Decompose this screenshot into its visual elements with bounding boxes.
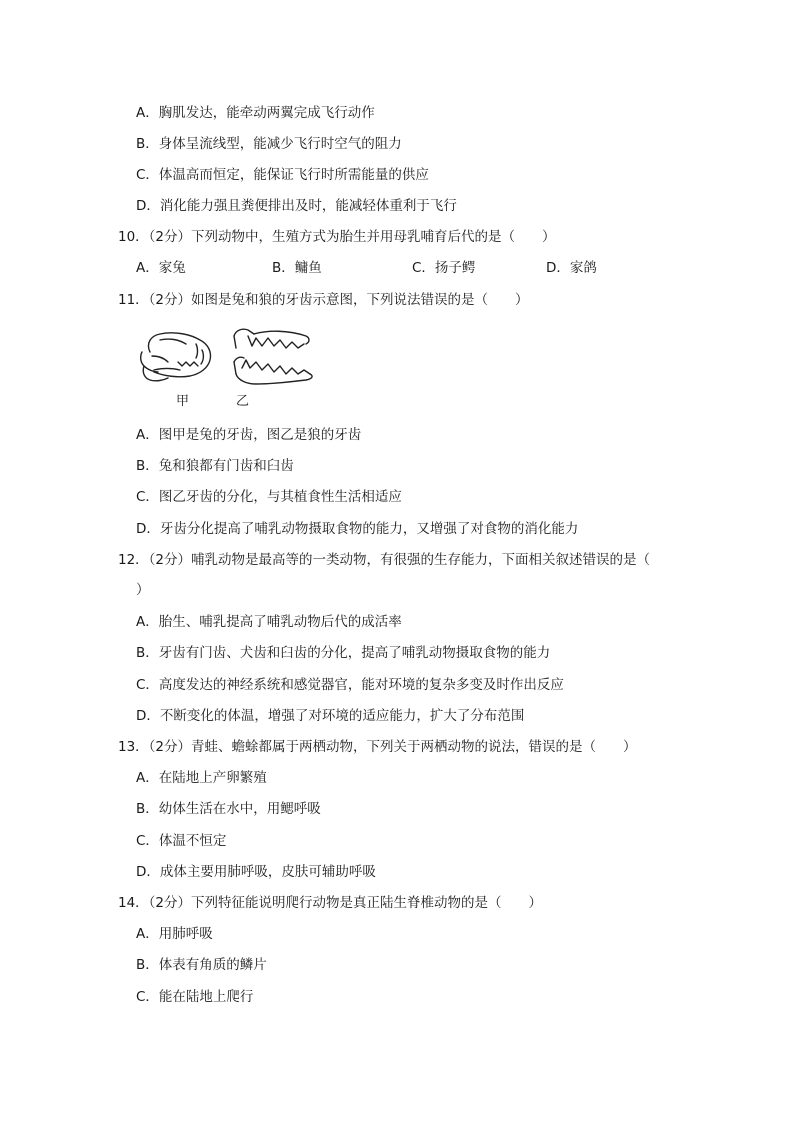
figure-label-yi: 乙: [236, 394, 250, 409]
q12-option-b: B．牙齿有门齿、犬齿和臼齿的分化，提高了哺乳动物摄取食物的能力: [136, 645, 551, 661]
q12-option-c: C．高度发达的神经系统和感觉器官，能对环境的复杂多变及时作出反应: [136, 677, 564, 693]
q10-option-c: C．扬子鳄: [412, 260, 476, 276]
q11-option-d: D．牙齿分化提高了哺乳动物摄取食物的能力，又增强了对食物的消化能力: [136, 521, 579, 537]
q12-option-a: A．胎生、哺乳提高了哺乳动物后代的成活率: [136, 614, 402, 630]
q13-option-b: B．幼体生活在水中，用鳃呼吸: [136, 801, 321, 817]
q10-options: [136, 258, 616, 278]
teeth-drawing: [138, 322, 328, 392]
q10-option-d: D．家鸽: [546, 260, 597, 276]
q10-stem: 10．（2分）下列动物中，生殖方式为胎生并用母乳哺育后代的是（ ）: [118, 229, 556, 245]
q13-option-a: A．在陆地上产卵繁殖: [136, 770, 267, 786]
q11-option-a: A．图甲是兔的牙齿，图乙是狼的牙齿: [136, 427, 362, 443]
q11-option-c: C．图乙牙齿的分化，与其植食性生活相适应: [136, 489, 402, 505]
teeth-figure: [138, 322, 328, 414]
rabbit-skull-drawing: [141, 333, 211, 381]
q9-option-a: A．胸肌发达，能牵动两翼完成飞行动作: [136, 105, 375, 121]
q12-option-d: D．不断变化的体温，增强了对环境的适应能力，扩大了分布范围: [136, 708, 525, 724]
q11-stem: 11．（2分）如图是兔和狼的牙齿示意图，下列说法错误的是（ ）: [118, 292, 529, 308]
wolf-jaws-drawing: [234, 329, 312, 384]
q11-option-b: B．兔和狼都有门齿和臼齿: [136, 458, 294, 474]
q14-stem: 14．（2分）下列特征能说明爬行动物是真正陆生脊椎动物的是（ ）: [118, 895, 543, 911]
q14-option-b: B．体表有角质的鳞片: [136, 957, 267, 973]
q13-stem: 13．（2分）青蛙、蟾蜍都属于两栖动物，下列关于两栖动物的说法，错误的是（ ）: [118, 739, 637, 755]
q10-option-b: B．鳙鱼: [272, 260, 322, 276]
figure-label-jia: 甲: [176, 394, 190, 409]
q9-option-d: D．消化能力强且粪便排出及时，能减轻体重利于飞行: [136, 198, 457, 214]
q9-option-b: B．身体呈流线型，能减少飞行时空气的阻力: [136, 136, 402, 152]
q10-option-a: A．家兔: [136, 260, 186, 276]
q14-option-a: A．用肺呼吸: [136, 926, 213, 942]
q9-option-c: C．体温高而恒定，能保证飞行时所需能量的供应: [136, 167, 429, 183]
q12-stem: 12．（2分）哺乳动物是最高等的一类动物，有很强的生存能力，下面相关叙述错误的是（: [118, 552, 651, 568]
q13-option-d: D．成体主要用肺呼吸，皮肤可辅助呼吸: [136, 864, 376, 880]
q12-stem-continued: ）: [136, 582, 150, 598]
q13-option-c: C．体温不恒定: [136, 833, 227, 849]
q14-option-c: C．能在陆地上爬行: [136, 989, 254, 1005]
